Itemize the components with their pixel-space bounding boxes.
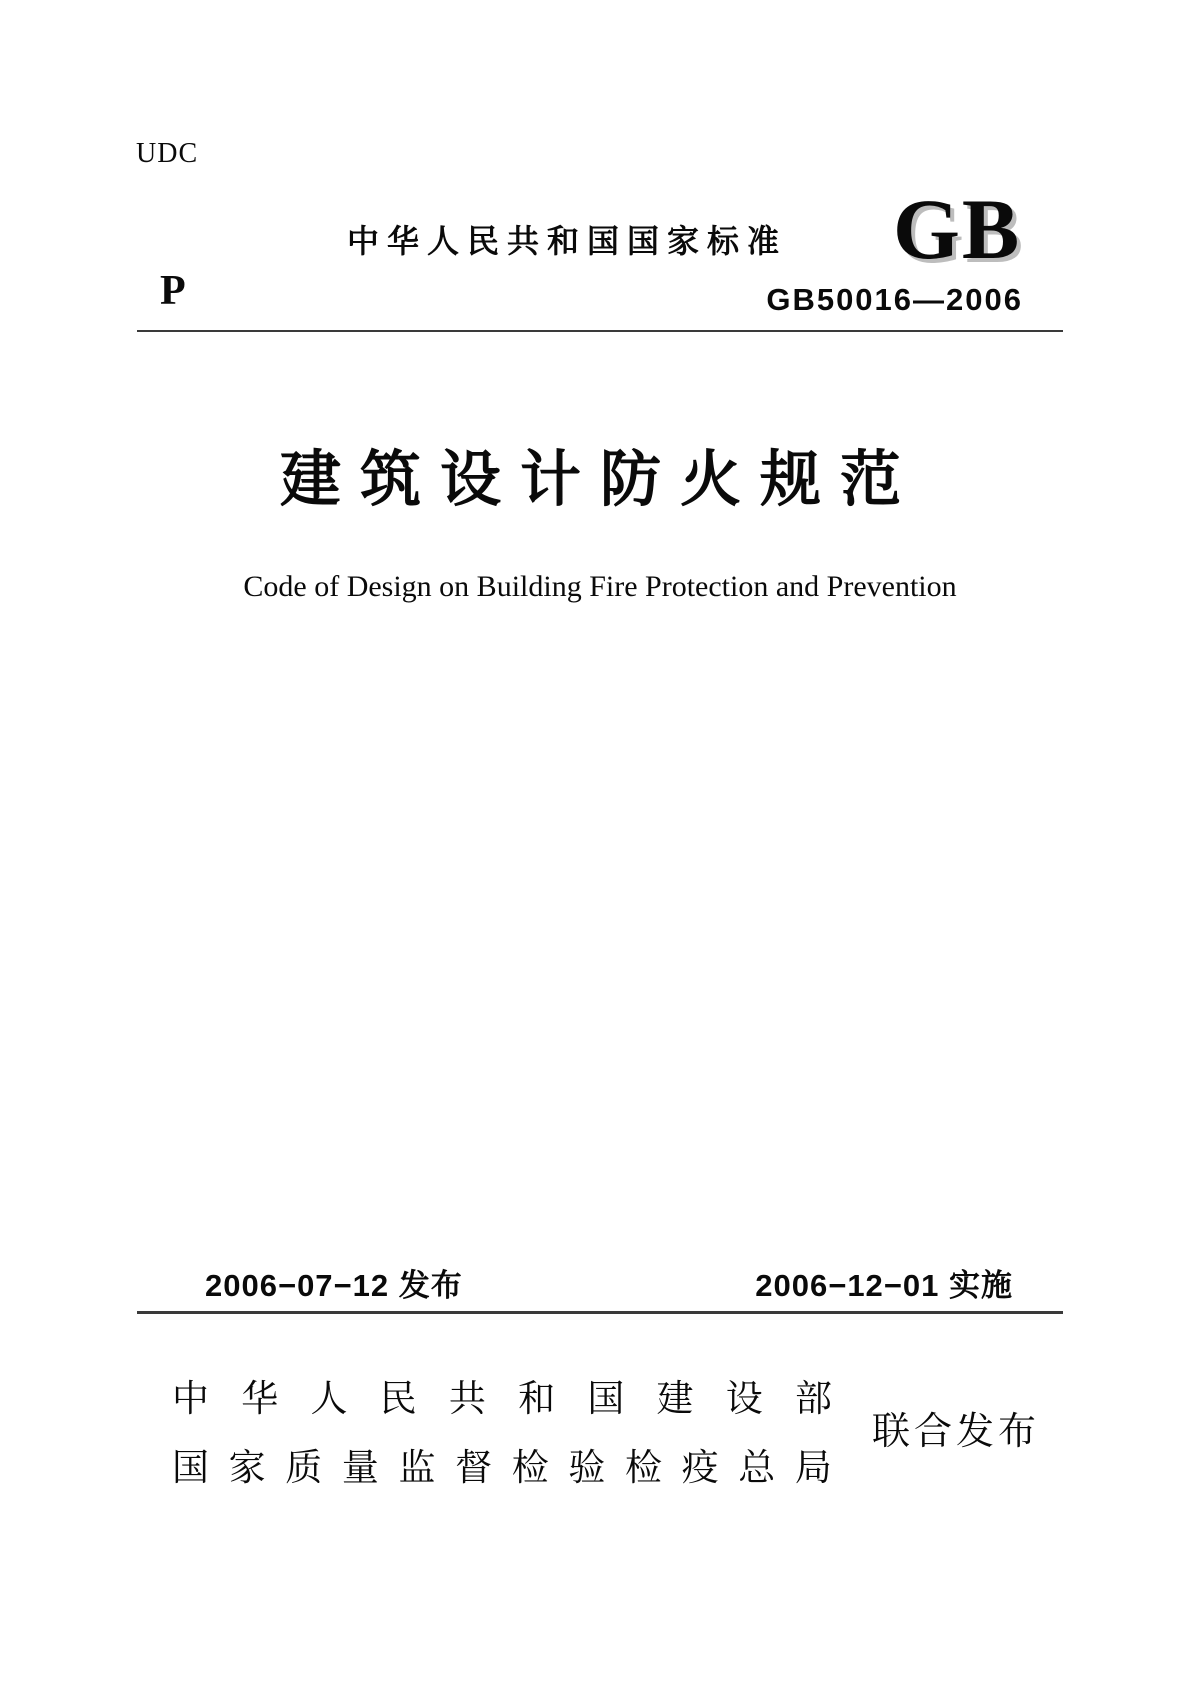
header-rule bbox=[137, 330, 1063, 332]
gb-logo: GB bbox=[893, 181, 1022, 277]
national-standard-label: 中华人民共和国国家标准 bbox=[347, 223, 788, 259]
publisher-line-2: 国 家 质 量 监 督 检 验 检 疫 总 局 bbox=[172, 1447, 832, 1488]
implementation-date: 2006−12−01 实施 bbox=[755, 1268, 1013, 1303]
publisher-line-1: 中 华 人 民 共 和 国 建 设 部 bbox=[172, 1378, 832, 1419]
title-english: Code of Design on Building Fire Protection and Prevention bbox=[243, 570, 957, 603]
title-chinese: 建筑设计防火规范 bbox=[279, 447, 920, 514]
standard-code: GB50016—2006 bbox=[766, 282, 1023, 317]
joint-publish-label: 联合发布 bbox=[872, 1411, 1041, 1453]
footer-rule bbox=[137, 1311, 1063, 1314]
udc-label: UDC bbox=[136, 138, 199, 169]
issue-date: 2006−07−12 发布 bbox=[205, 1268, 463, 1303]
doc-class-label: P bbox=[160, 268, 186, 314]
